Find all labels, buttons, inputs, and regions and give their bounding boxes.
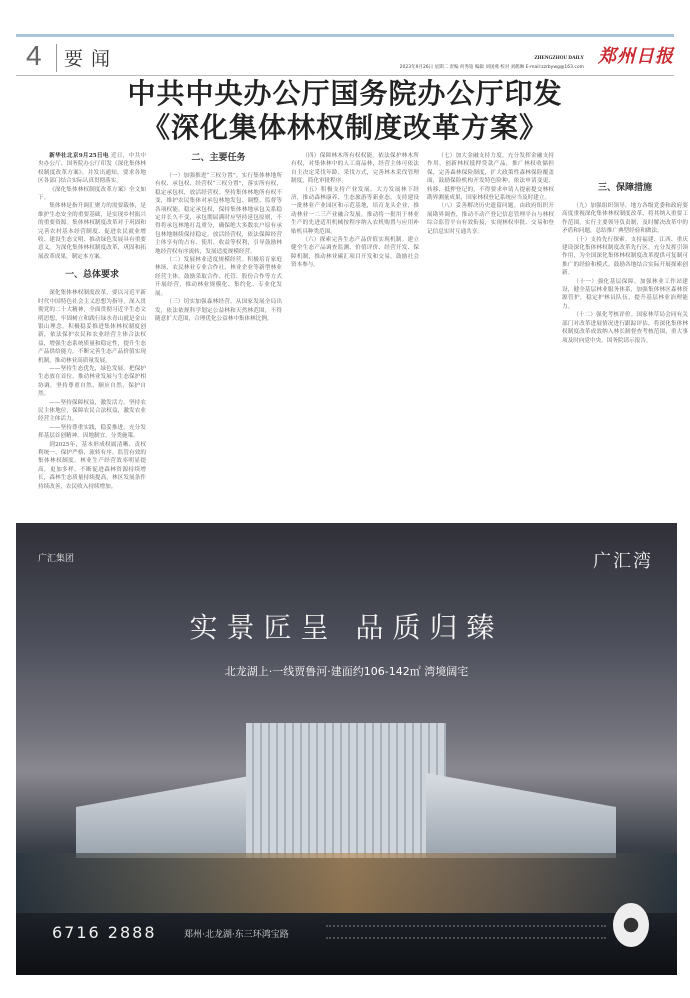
section-heading: 三、保障措施: [597, 183, 652, 193]
paragraph: （一）加强推进“三权分置”。实行集体林地所有权、承包权、经营权“三权分置”，落实所有权，稳定承包权，放活经营权。坚持集体林地所有权不变，维护农民集体对承包林地发包、调整、监督等各项权能。稳定承包权，保持集体林地承包关系稳定并长久不变，承包期届满时应坚持延包原则，不得将承包林地打乱重分，确保绝大多数农户原有承包林地继续保持稳定。放活经营权，依法保障经营主体享有的占有、使用、收益等权利，引导鼓励林地经营权有序流转，发展适度规模经营。: [155, 173, 282, 255]
paragraph: （六）探索完善生态产品价值实现机制。建立健全生态产品调查监测、价值评价、经营开发、保障机制，推动林业碳汇项目开发和交易，鼓励社会资本参与。: [291, 237, 419, 269]
column-4: [427, 152, 554, 490]
paragraph: （七）加大金融支持力度。充分发挥金融支持作用，创新林权抵押贷款产品，推广林权收储担保，完善森林保险制度，扩大政策性森林保险覆盖面，鼓励保险机构开发特色险种。依法申请变更、转移、抵押登记的，不得要求申请人提前提交林权勘界测量成果，国家林权登记系统应当及时建立。: [427, 153, 554, 202]
issue-meta: 2023年9月26日 星期二 责编 何秀铂 编辑 刘国燕 校对 刘鹤琳 E-mail:zzrbywg@163.com: [399, 65, 584, 70]
paragraph: （八）妥善解决历史遗留问题。由政府组织开展勘界调查，推动不动产登记信息管理平台与林权综合监管平台有效衔接，实现林权审批、交易和登记信息实时互通共享。: [427, 203, 554, 235]
column-5: [562, 152, 688, 490]
section-name: 要闻: [64, 48, 119, 70]
qr-code-icon[interactable]: [613, 903, 649, 947]
paragraph: 深化集体林权制度改革，要以习近平新时代中国特色社会主义思想为指导，深入贯彻党的二十大精神，全面贯彻习近平生态文明思想，牢固树立和践行绿水青山就是金山银山理念，积极稳妥推进集体林权制度创新，依法保护农民和农业经营主体合法权益，增强生态系统质量和稳定性，提升生态产品供给能力，不断完善生态产品价值实现机制，推动林业高质量发展。: [38, 290, 146, 364]
paragraph: （二）发展林业适度规模经营。积极培育家庭林场、农民林业专业合作社、林业企业等新型林业经营主体，鼓励采取合作、托管、股份合作等方式开展经营，推动林业规模化、集约化、专业化发展。: [155, 257, 282, 297]
paragraph: （十二）强化考核评价。国家林草局会同有关部门对改革进展情况进行跟踪评估，将深化集体林权制度改革成效纳入林长制督查考核范围，重大事项及时向党中央、国务院请示报告。: [562, 312, 688, 344]
header-rule: [16, 34, 674, 37]
paragraph: （三）切实加强森林经营。从国家发展全局出发，依法依规科学划定公益林和天然林范围，不得随意扩大范围，合理优化公益林中集体林比例。: [155, 299, 282, 322]
fine-print: [326, 925, 606, 939]
divider: [56, 44, 57, 72]
real-estate-advertisement[interactable]: [16, 523, 677, 975]
lead-text: 近日，中共中央办公厅、国务院办公厅印发《深化集体林权制度改革方案》，并发出通知，要求各地区各部门结合实际认真贯彻落实。: [38, 153, 146, 185]
dateline: 新华社北京9月25日电: [49, 153, 109, 159]
paragraph: 集体林是指升调汇聚力的需要载体，是维护生态安全的重要基础，是实现乡村振兴的重要资源。集体林权制度改革对于巩固和完善农村基本经营制度、促进农民就业增收、建设生态文明、推动绿色发展具有重要意义。为深化集体林权制度改革，巩固和拓展改革成果，制定本方案。: [38, 203, 146, 260]
paragraph: ——坚持尊重实践，稳妥推进。充分发挥基层首创精神，因地制宜，分类施策。: [38, 424, 146, 440]
brand-logo: 广汇湾: [593, 551, 653, 572]
building-image: [76, 773, 266, 858]
page-number: 4: [26, 40, 42, 71]
paragraph: （十一）强化基层保障。加强林业工作站建设，健全基层林业服务体系，加强集体林区森林资源管护，稳定护林员队伍，提升基层林业治理能力。: [562, 278, 688, 310]
paragraph: 到2025年，基本形成权属清晰、责权利统一、保护严格、流转有序、监管有效的集体林权制度，林业生产经营效率明显提高，更加多样，不断促进森林资源持续增长，森林生态质量持续提高，林区发展条件持续改善，农民收入持续增加。: [38, 441, 146, 490]
ad-address: 郑州·北龙湖·东三环鸿宝路: [184, 930, 289, 940]
newspaper-logo: 郑州日报: [598, 46, 674, 67]
paragraph: （四）保障林木所有权权能。依法保护林木所有权，对集体林中的人工商品林，经营主体可依法自主决定采伐年龄、采伐方式，完善林木采伐管理制度，简化审批程序。: [291, 153, 419, 185]
section-heading: 二、主要任务: [191, 153, 246, 163]
column-2: [155, 152, 282, 490]
paragraph: （九）加强组织领导。地方各级党委和政府要高度重视深化集体林权制度改革，将其纳入重要工作范围，实行主要领导负责制，及时解决改革中的矛盾和问题，总结推广典型经验和做法。: [562, 203, 688, 235]
headline-line1: 中共中央办公厅国务院办公厅印发: [127, 77, 563, 110]
ad-phone: 6716 2888: [52, 923, 157, 942]
headline-line2: 《深化集体林权制度改革方案》: [141, 111, 548, 144]
paragraph: ——坚持生态优先，绿色发展。把保护生态放在首位，推动林业发展与生态保护相协调，坚持尊重自然、顺应自然、保护自然。: [38, 365, 146, 398]
building-image: [246, 723, 446, 858]
paragraph: （十）支持先行探索。支持福建、江西、重庆建设深化集体林权制度改革先行区，充分发挥引领作用，为全国深化集体林权制度改革提供可复制可推广的经验和模式。鼓励各地结合实际开展探索创新。: [562, 236, 688, 277]
masthead-english: ZHENGZHOU DAILY: [534, 56, 584, 61]
column-3: [291, 152, 419, 490]
water-reflection: [16, 853, 677, 913]
section-heading: 一、总体要求: [64, 270, 119, 281]
building-image: [426, 773, 616, 858]
ad-slogan: 实景匠呈 品质归臻: [189, 611, 504, 644]
paragraph: 《深化集体林权制度改革方案》全文如下。: [38, 186, 146, 202]
paragraph: ——坚持保障权益，激发活力。坚持农民主体地位，保障农民合法权益，激发农业经营主体活力。: [38, 399, 146, 423]
group-logo: 广汇集团: [38, 554, 75, 564]
column-1: [38, 152, 146, 490]
ad-subtitle: 北龙湖上·一线贾鲁河·建面约106-142㎡ 湾境阔宅: [224, 665, 469, 678]
paragraph: （五）积极支持产业发展。大力发展林下经济，推动森林康养、生态旅游等新业态，支持建设一批林业产业园区和示范基地，培育龙头企业，推动林业一二三产业融合发展。推动将一批用于林业生产的先进适用机械按程序纳入农机购置与应用补贴机具种类范围。: [291, 186, 419, 235]
page-header: [16, 40, 674, 76]
